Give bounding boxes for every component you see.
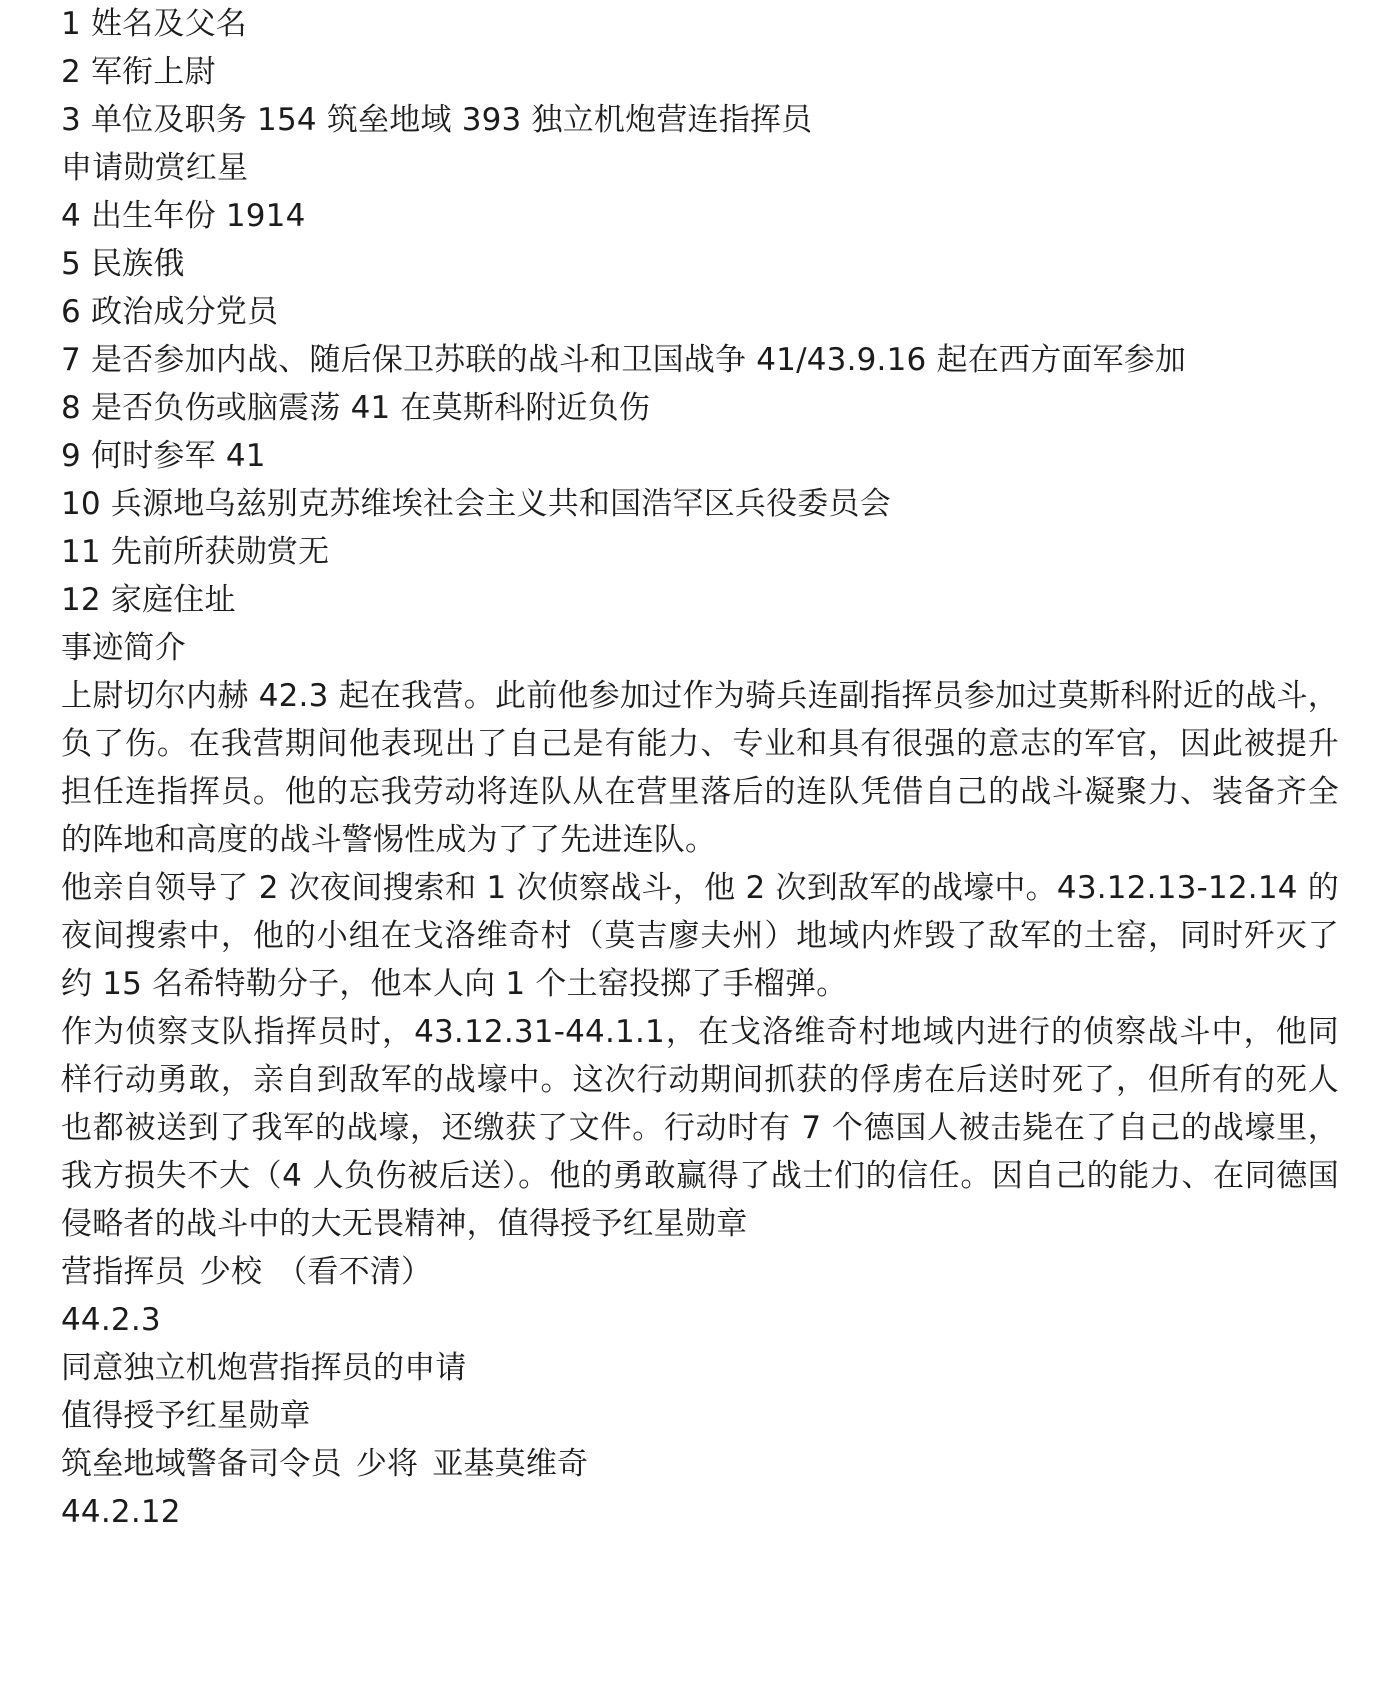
approval-line: 值得授予红星勋章 — [61, 1398, 311, 1434]
field-draft-office: 10 兵源地乌兹别克苏维埃社会主义共和国浩罕区兵役委员会 — [61, 486, 891, 522]
award-request: 申请勋赏红星 — [61, 150, 249, 186]
commandant-signature-rank: 少将 — [355, 1446, 419, 1482]
field-unit-position: 3 单位及职务 154 筑垒地域 393 独立机炮营连指挥员 — [61, 102, 813, 138]
summary-paragraph: 上尉切尔内赫 42.3 起在我营。此前他参加过作为骑兵连副指挥员参加过莫斯科附近的战斗，负了伤。在我营期间他表现出了自己是有能力、专业和具有很强的意志的军官，因此被提升担任连指挥员。他的忘我劳动将连队从在营里落后的连队凭借自己的战斗凝聚力、装备齐全的阵地和高度的战斗警惕性成为了了先进连队。 — [61, 678, 1339, 858]
summary — [61, 672, 1339, 1248]
field-home-address: 12 家庭住址 — [61, 582, 236, 618]
battalion-signature-name: （看不清） — [276, 1254, 433, 1290]
field-name: 1 姓名及父名 — [61, 6, 247, 42]
field-war-participation: 7 是否参加内战、随后保卫苏联的战斗和卫国战争 41/43.9.16 起在西方面军参加 — [61, 342, 1187, 378]
form-fields — [61, 0, 1339, 624]
summary-paragraph: 他亲自领导了 2 次夜间搜索和 1 次侦察战斗，他 2 次到敌军的战壕中。43.12.13-12.14 的夜间搜索中，他的小组在戈洛维奇村（莫吉廖夫州）地域内炸毁了敌军的土窑，同时歼灭了约 15 名希特勒分子，他本人向 1 个土窑投掷了手榴弹。 — [61, 870, 1339, 1002]
summary-heading: 事迹简介 — [61, 630, 186, 666]
commandant-signature-date: 44.2.12 — [61, 1494, 181, 1530]
commandant-signature-name: 亚基莫维奇 — [432, 1446, 589, 1482]
commandant-signature — [61, 1440, 1339, 1488]
field-nationality: 5 民族俄 — [61, 246, 185, 282]
field-enlistment: 9 何时参军 41 — [61, 438, 266, 474]
field-previous-awards: 11 先前所获勋赏无 — [61, 534, 330, 570]
commandant-signature-title: 筑垒地域警备司令员 — [61, 1446, 342, 1482]
battalion-signature-date: 44.2.3 — [61, 1302, 161, 1338]
battalion-signature — [61, 1248, 1339, 1296]
summary-paragraph: 作为侦察支队指挥员时，43.12.31-44.1.1，在戈洛维奇村地域内进行的侦察战斗中，他同样行动勇敢，亲自到敌军的战壕中。这次行动期间抓获的俘虏在后送时死了，但所有的死人也都被送到了我军的战壕，还缴获了文件。行动时有 7 个德国人被击毙在了自己的战壕里，我方损失不大（4 人负伤被后送）。他的勇敢赢得了战士们的信任。因自己的能力、在同德国侵略者的战斗中的大无畏精神，值得授予红星勋章 — [61, 1014, 1339, 1242]
approval-line: 同意独立机炮营指挥员的申请 — [61, 1350, 467, 1386]
document-body — [61, 0, 1339, 1536]
battalion-signature-title: 营指挥员 — [61, 1254, 186, 1290]
field-birth-year: 4 出生年份 1914 — [61, 198, 306, 234]
battalion-signature-rank: 少校 — [199, 1254, 263, 1290]
field-party: 6 政治成分党员 — [61, 294, 279, 330]
field-wounds: 8 是否负伤或脑震荡 41 在莫斯科附近负伤 — [61, 390, 651, 426]
field-rank: 2 军衔上尉 — [61, 54, 216, 90]
